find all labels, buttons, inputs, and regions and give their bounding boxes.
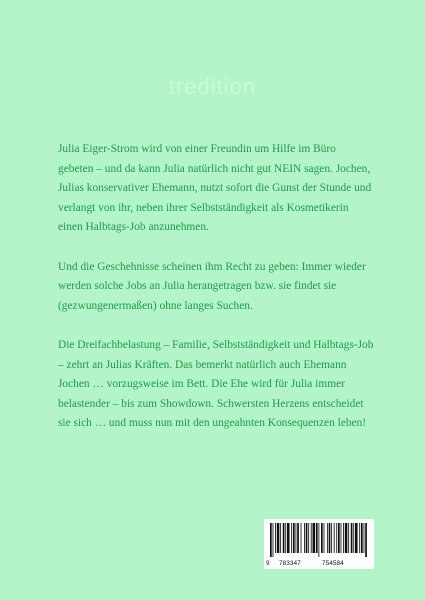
barcode-bar: [275, 523, 276, 553]
barcode-bar: [334, 523, 335, 553]
barcode-bar: [316, 523, 318, 553]
barcode-bar: [277, 523, 280, 553]
barcode-bar: [331, 523, 332, 553]
blurb-paragraph-2: Und die Geschehnisse scheinen ihm Recht zu geben: Immer wieder werden solche Jobs an Julia herangetragen bzw. sie findet sie (gezwungenermaßen) ohne langes Suchen.: [58, 260, 366, 312]
barcode-digits-right: 754584: [322, 560, 344, 567]
barcode-bar: [327, 523, 328, 553]
barcode-bar: [301, 523, 302, 553]
barcode-bar: [355, 523, 358, 553]
barcode-bar: [296, 523, 297, 553]
barcode-bar: [280, 523, 281, 553]
barcode-bar: [348, 523, 349, 553]
barcode-bar: [324, 523, 325, 553]
barcode-digits-left: 783347: [279, 560, 301, 567]
barcode-bar: [291, 523, 292, 553]
barcode-bar: [353, 523, 354, 553]
isbn-barcode: [264, 519, 374, 569]
barcode-bar: [351, 523, 353, 553]
barcode-bar: [283, 523, 285, 553]
blurb-paragraph-3: Die Dreifachbelastung – Familie, Selbstständigkeit und Halbtags-Job – zehrt an Julias Kräften. Das bemerkt natürlich auch Ehemann Jochen … vorzugsweise im Bett. Die Ehe wird für Julia immer belastender – bis zum Showdown. Schwersten Herzens entscheidet sie sich … und muss nun mit den ungeahnten Konsequenzen leben!: [58, 338, 374, 430]
barcode-bar: [338, 523, 340, 553]
barcode-bar: [293, 523, 295, 553]
barcode-bar: [321, 523, 323, 553]
barcode-bar: [365, 523, 367, 557]
barcode-bars: [270, 523, 368, 557]
barcode-bar: [270, 523, 272, 557]
barcode-bar: [329, 523, 331, 553]
barcode-bar: [336, 523, 337, 553]
barcode-bar: [345, 523, 348, 553]
barcode-bar: [341, 523, 342, 553]
barcode-bar: [313, 523, 316, 553]
barcode-bar: [361, 523, 363, 553]
barcode-bar: [359, 523, 360, 553]
barcode-bar: [285, 523, 286, 553]
blurb-paragraph-1: Julia Eiger-Strom wird von einer Freundin um Hilfe im Büro gebeten – und da kann Julia natürlich nicht gut NEIN sagen. Jochen, Julias konservativer Ehemann, nutzt sofort die Gunst der Stunde und verlangt von ihr, neben ihrer Selbstständigkeit als Kosmetikerin einen Halbtags-Job anzunehmen.: [58, 143, 372, 234]
barcode-bar: [343, 523, 344, 553]
barcode-bar: [318, 523, 319, 557]
blurb-text: [58, 140, 374, 434]
barcode-bar: [308, 523, 309, 553]
barcode-bar: [311, 523, 312, 553]
barcode-bar: [273, 523, 274, 557]
barcode-bar: [364, 523, 365, 553]
barcode-bar: [304, 523, 305, 553]
barcode-digit-first: 9: [266, 560, 270, 567]
barcode-bar: [297, 523, 299, 553]
publisher-watermark: tredition: [168, 74, 257, 99]
barcode-bar: [287, 523, 290, 553]
barcode-bar: [306, 523, 308, 553]
